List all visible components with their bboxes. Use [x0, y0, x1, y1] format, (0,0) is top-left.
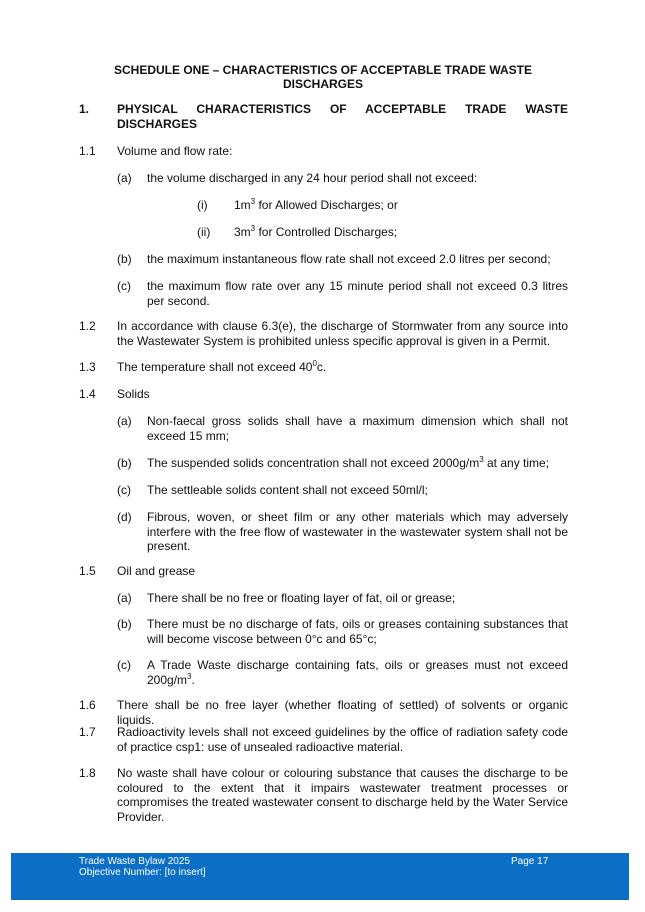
- footer-page-number: Page 17: [511, 856, 549, 867]
- clause-text: No waste shall have colour or colouring substance that causes the discharge to be coloured to the extent that it impairs wastewater treatment processes or compromises the treated wastewater consent to discharge held by the Water Service Provider.: [117, 766, 568, 824]
- subclause-label: (b): [117, 617, 132, 631]
- subclause-label: (c): [117, 279, 131, 293]
- clause-number: 1.7: [79, 725, 96, 739]
- subclause-label: (b): [117, 252, 132, 266]
- clause-text: In accordance with clause 6.3(e), the discharge of Stormwater from any source into the Wastewater System is prohibited unless specific approval is given in a Permit.: [117, 319, 568, 348]
- clause-text: Oil and grease: [117, 564, 196, 578]
- subclause-text: The suspended solids concentration shall not exceed $2000g/m^3$ at any time;: [147, 455, 550, 470]
- subclause-label: (a): [117, 591, 132, 605]
- section-heading: PHYSICAL CHARACTERISTICS OF ACCEPTABLE TRADE WASTE DISCHARGES: [117, 102, 568, 131]
- subclause-label: (b): [117, 456, 132, 470]
- item-text: $3m^3$ for Controlled Discharges;: [234, 224, 398, 239]
- subclause-label: (c): [117, 658, 131, 672]
- subclause-text: the maximum instantaneous flow rate shall not exceed 2.0 litres per second;: [147, 252, 551, 266]
- subclause-text: the maximum flow rate over any 15 minute period shall not exceed 0.3 litres per second.: [147, 279, 568, 308]
- item-text: $1m^3$ for Allowed Discharges; or: [234, 197, 398, 212]
- clause-number: 1.4: [79, 387, 96, 401]
- subclause-text: There must be no discharge of fats, oils or greases containing substances that will become viscose between 0°c and 65°c;: [147, 617, 568, 646]
- subclause-text: the volume discharged in any 24 hour period shall not exceed:: [147, 171, 478, 185]
- clause-text: The temperature shall not exceed $40^0c$.: [117, 359, 327, 374]
- schedule-title: SCHEDULE ONE – CHARACTERISTICS OF ACCEPTABLE TRADE WASTE DISCHARGES: [113, 63, 533, 91]
- clause-number: 1.3: [79, 360, 96, 374]
- subclause-label: (a): [117, 171, 132, 185]
- clause-text: There shall be no free layer (whether floating of settled) of solvents or organic liquids.: [117, 698, 568, 727]
- footer-document-title: Trade Waste Bylaw 2025: [79, 856, 190, 867]
- clause-number: 1.8: [79, 766, 96, 780]
- footer-objective-number: Objective Number: [to insert]: [79, 867, 206, 878]
- subclause-text: A Trade Waste discharge containing fats, oils or greases must not exceed $200g/m^3$.: [147, 658, 568, 687]
- item-label: (i): [197, 198, 208, 212]
- subclause-label: (c): [117, 483, 131, 497]
- clause-number: 1.1: [79, 144, 96, 158]
- subclause-text: Fibrous, woven, or sheet film or any other materials which may adversely interfere with the free flow of wastewater in the wastewater system shall not be present.: [147, 510, 568, 553]
- page-footer: [11, 853, 629, 900]
- subclause-text: The settleable solids content shall not exceed 50ml/l;: [147, 483, 428, 497]
- section-number: 1.: [79, 102, 90, 116]
- item-label: (ii): [197, 225, 211, 239]
- subclause-text: There shall be no free or floating layer of fat, oil or grease;: [147, 591, 456, 605]
- clause-text: Solids: [117, 387, 150, 401]
- subclause-label: (d): [117, 510, 132, 524]
- clause-text: Volume and flow rate:: [117, 144, 233, 158]
- clause-text: Radioactivity levels shall not exceed guidelines by the office of radiation safety code of practice csp1: use of unsealed radioactive material.: [117, 725, 568, 754]
- subclause-label: (a): [117, 414, 132, 428]
- subclause-text: Non-faecal gross solids shall have a maximum dimension which shall not exceed 15 mm;: [147, 414, 568, 443]
- clause-number: 1.2: [79, 319, 96, 333]
- clause-number: 1.6: [79, 698, 96, 712]
- clause-number: 1.5: [79, 564, 96, 578]
